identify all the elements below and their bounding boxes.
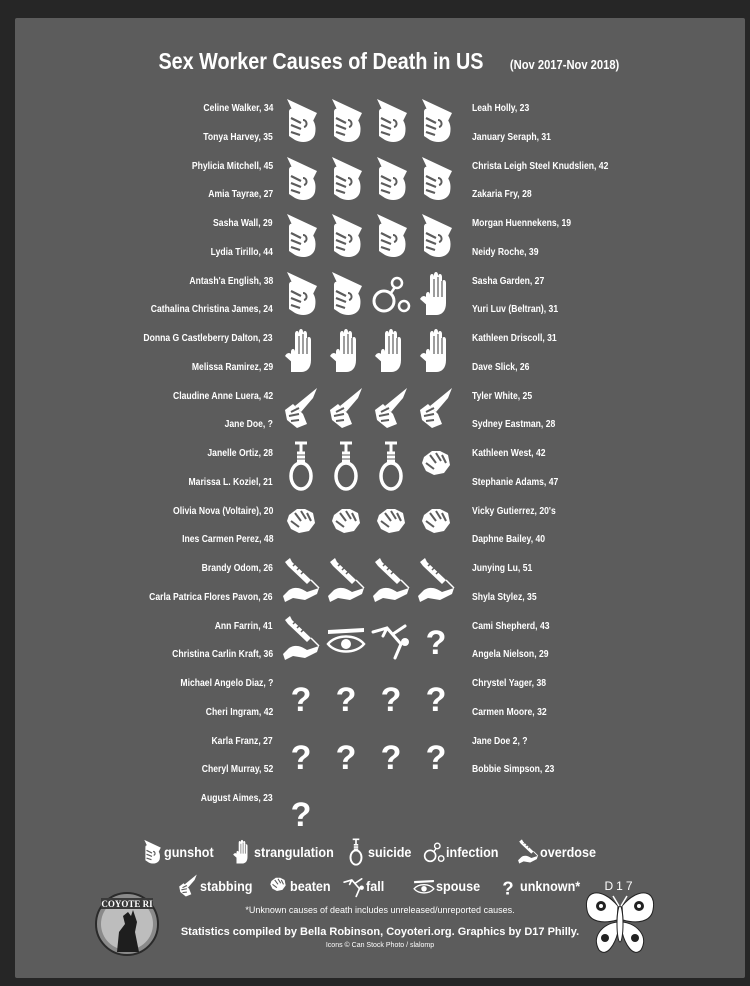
d17-butterfly-logo <box>581 876 659 960</box>
poster <box>15 18 745 978</box>
legend-label: strangulation <box>254 844 334 860</box>
person-name <box>188 131 273 143</box>
person-name <box>150 648 273 660</box>
person-name <box>472 418 574 430</box>
unknown-icon <box>326 729 366 779</box>
page-title <box>15 48 745 75</box>
unknown-icon <box>371 671 411 721</box>
unknown-icon <box>281 729 321 779</box>
overdose-icon <box>281 556 321 606</box>
legend-unknown <box>497 872 587 900</box>
person-name-text: Amia Tayrae, 27 <box>208 188 273 201</box>
strangulation-icon <box>371 326 411 376</box>
person-name-text: Angela Nielson, 29 <box>472 648 549 661</box>
gunshot-icon <box>371 154 411 204</box>
person-name-text: Donna G Castleberry Dalton, 23 <box>143 332 273 344</box>
person-name-text: Cheri Ingram, 42 <box>205 705 273 718</box>
person-name-text: Olivia Nova (Voltaire), 20 <box>172 504 273 517</box>
person-name-text: Sydney Eastman, 28 <box>472 418 556 431</box>
gunshot-icon <box>326 154 366 204</box>
person-name-text: Phylicia Mitchell, 45 <box>191 159 273 172</box>
stabbing-icon <box>281 384 321 434</box>
unknown-icon <box>281 786 321 836</box>
person-name-text: Cheryl Murray, 52 <box>201 763 273 776</box>
credits: Statistics compiled by Bella Robinson, Coyoteri.org. Graphics by D17 Philly. <box>180 926 580 938</box>
overdose-icon <box>326 556 366 606</box>
date-range: (Nov 2017-Nov 2018) <box>509 57 619 72</box>
legend-fall <box>343 872 386 900</box>
legend-stabbing <box>177 872 258 900</box>
gunshot-icon <box>326 211 366 261</box>
person-name <box>472 303 577 315</box>
person-name-text: Stephanie Adams, 47 <box>472 475 559 488</box>
person-name <box>472 102 542 114</box>
legend-label: fall <box>366 878 385 894</box>
person-name-text: Christa Leigh Steel Knudslien, 42 <box>472 159 609 172</box>
person-name <box>188 102 273 114</box>
person-name <box>472 332 575 344</box>
person-name-text: Cathalina Christina James, 24 <box>150 303 273 316</box>
person-name <box>162 533 273 545</box>
legend-overdose <box>517 838 602 866</box>
unknown-icon <box>416 729 456 779</box>
person-name <box>170 476 273 488</box>
legend-label: gunshot <box>164 844 214 860</box>
unknown-icon <box>371 729 411 779</box>
person-name <box>124 303 273 315</box>
person-name <box>186 562 273 574</box>
unknown-icon <box>326 671 366 721</box>
gunshot-icon <box>281 211 321 261</box>
person-name <box>472 706 563 718</box>
spouse-icon <box>326 614 366 664</box>
strangulation-icon <box>416 326 456 376</box>
person-name <box>115 332 273 344</box>
person-name <box>472 217 593 229</box>
fall-icon <box>371 614 411 664</box>
person-name-text: Jane Doe, ? <box>224 418 273 431</box>
person-name-text: Morgan Huennekens, 19 <box>472 217 572 229</box>
person-name-text: Christina Carlin Kraft, 36 <box>172 648 273 661</box>
overdose-icon <box>371 556 411 606</box>
unknown-icon <box>416 671 456 721</box>
person-name <box>122 591 273 603</box>
infection-icon <box>423 838 445 866</box>
person-name <box>472 275 560 287</box>
person-name-text: Daphne Bailey, 40 <box>472 533 546 546</box>
person-name-text: January Seraph, 31 <box>472 130 551 143</box>
person-name-text: August Aimes, 23 <box>201 792 273 804</box>
person-name-text: Junying Lu, 51 <box>472 562 533 574</box>
person-name <box>151 505 273 517</box>
person-name-text: Lydia Tirillo, 44 <box>210 245 273 258</box>
person-name <box>472 390 545 402</box>
stabbing-icon <box>371 384 411 434</box>
person-name-text: Tyler White, 25 <box>472 389 533 402</box>
person-name <box>472 188 545 200</box>
beaten-icon <box>416 499 456 549</box>
gunshot-icon <box>141 838 163 866</box>
question-mark-icon <box>497 872 519 900</box>
person-name-text: Neidy Roche, 39 <box>472 245 539 258</box>
unknown-icon <box>416 614 456 664</box>
person-name <box>472 533 561 545</box>
fist-icon <box>267 872 289 900</box>
gunshot-icon <box>281 154 321 204</box>
person-name-text: Tonya Harvey, 35 <box>203 130 273 143</box>
legend-suicide <box>345 838 416 866</box>
beaten-icon <box>371 499 411 549</box>
person-name <box>472 763 572 775</box>
person-name <box>472 447 562 459</box>
person-name <box>472 591 551 603</box>
person-name <box>472 131 568 143</box>
person-name <box>472 160 638 172</box>
person-name <box>472 677 562 689</box>
person-name <box>198 735 273 747</box>
gunshot-icon <box>281 269 321 319</box>
person-name-text: Celine Walker, 34 <box>202 102 273 114</box>
gunshot-icon <box>416 96 456 146</box>
person-name <box>160 677 273 689</box>
person-name <box>185 792 273 804</box>
person-name <box>472 562 546 574</box>
person-name-text: Sasha Garden, 27 <box>472 274 545 287</box>
person-name-text: Zakaria Fry, 28 <box>472 188 532 201</box>
infection-icon <box>371 269 411 319</box>
legend-label: spouse <box>436 878 481 894</box>
person-name-text: Melissa Ramirez, 29 <box>191 360 273 373</box>
logo-text: COYOTE RI <box>101 899 153 909</box>
person-name <box>151 390 273 402</box>
legend-label: stabbing <box>200 878 253 894</box>
strangulation-icon <box>281 326 321 376</box>
person-name-text: Dave Slick, 26 <box>472 360 530 373</box>
beaten-icon <box>326 499 366 549</box>
person-name <box>193 447 273 459</box>
person-name <box>472 620 567 632</box>
person-name-text: Janelle Ortiz, 28 <box>207 447 273 459</box>
person-name <box>171 275 273 287</box>
legend-label: beaten <box>290 878 331 894</box>
legend-label: overdose <box>540 844 597 860</box>
person-name-text: Kathleen Driscoll, 31 <box>472 332 557 344</box>
person-name-text: Bobbie Simpson, 23 <box>472 763 555 776</box>
unknown-icon <box>281 671 321 721</box>
person-name <box>174 160 273 172</box>
person-name-text: Carmen Moore, 32 <box>472 705 547 718</box>
gunshot-icon <box>326 269 366 319</box>
person-name <box>194 188 273 200</box>
stabbing-icon <box>326 384 366 434</box>
person-name-text: Leah Holly, 23 <box>472 102 530 114</box>
person-name <box>214 418 273 430</box>
person-name-text: Karla Franz, 27 <box>211 734 273 747</box>
stabbing-icon <box>416 384 456 434</box>
person-name-text: Yuri Luv (Beltran), 31 <box>472 303 559 316</box>
legend-infection <box>423 838 504 866</box>
person-name-text: Marissa L. Koziel, 21 <box>188 475 273 488</box>
gunshot-icon <box>326 96 366 146</box>
person-name <box>472 246 553 258</box>
person-name <box>191 706 273 718</box>
person-name <box>202 620 273 632</box>
person-name-text: Jane Doe 2, ? <box>472 734 528 747</box>
person-name-text: Kathleen West, 42 <box>472 447 546 459</box>
legend-label: suicide <box>368 844 412 860</box>
strangulation-icon <box>231 838 253 866</box>
beaten-icon <box>281 499 321 549</box>
person-name-text: Chrystel Yager, 38 <box>472 677 547 689</box>
person-name <box>197 246 273 258</box>
eye-icon <box>413 872 435 900</box>
legend-label: infection <box>446 844 499 860</box>
gunshot-icon <box>416 211 456 261</box>
gunshot-icon <box>371 96 411 146</box>
person-name <box>472 505 574 517</box>
person-name-text: Ann Farrin, 41 <box>215 619 273 632</box>
person-name-text: Claudine Anne Luera, 42 <box>172 389 273 402</box>
person-name-text: Vicky Gutierrez, 20's <box>472 504 556 517</box>
logo-text: D17 <box>604 879 636 893</box>
noose-icon <box>345 838 367 866</box>
person-name <box>472 361 542 373</box>
overdose-icon <box>281 614 321 664</box>
person-name <box>472 735 540 747</box>
legend-label: unknown* <box>520 878 581 894</box>
suicide-icon <box>281 441 321 491</box>
person-name <box>472 648 565 660</box>
suicide-icon <box>371 441 411 491</box>
person-name-text: Shyla Stylez, 35 <box>472 590 537 603</box>
person-name <box>186 763 273 775</box>
overdose-icon <box>416 556 456 606</box>
person-name-text: Ines Carmen Perez, 48 <box>181 533 273 546</box>
strangulation-icon <box>416 269 456 319</box>
icons-credit: Icons © Can Stock Photo / slalomp <box>325 942 435 949</box>
person-name <box>472 476 577 488</box>
legend-spouse <box>413 872 485 900</box>
legend-strangulation <box>231 838 343 866</box>
beaten-icon <box>416 441 456 491</box>
person-name-text: Carla Patrica Flores Pavon, 26 <box>149 590 273 603</box>
legend-gunshot <box>141 838 219 866</box>
person-name-text: Michael Angelo Diaz, ? <box>180 677 273 689</box>
knife-icon <box>177 872 199 900</box>
person-name <box>174 361 273 373</box>
gunshot-icon <box>371 211 411 261</box>
legend-beaten <box>267 872 335 900</box>
gunshot-icon <box>416 154 456 204</box>
strangulation-icon <box>326 326 366 376</box>
syringe-icon <box>517 838 539 866</box>
gunshot-icon <box>281 96 321 146</box>
person-name <box>200 217 273 229</box>
person-name-text: Sasha Wall, 29 <box>213 217 273 229</box>
falling-person-icon <box>343 872 365 900</box>
suicide-icon <box>326 441 366 491</box>
title-text: Sex Worker Causes of Death in US <box>158 48 484 74</box>
coyote-ri-logo <box>95 886 159 958</box>
person-name-text: Cami Shepherd, 43 <box>472 619 550 632</box>
footnote: *Unknown causes of death includes unreleased/unreported causes. <box>245 905 515 915</box>
person-name-text: Antash'a English, 38 <box>189 274 273 287</box>
person-name-text: Brandy Odom, 26 <box>201 562 273 574</box>
